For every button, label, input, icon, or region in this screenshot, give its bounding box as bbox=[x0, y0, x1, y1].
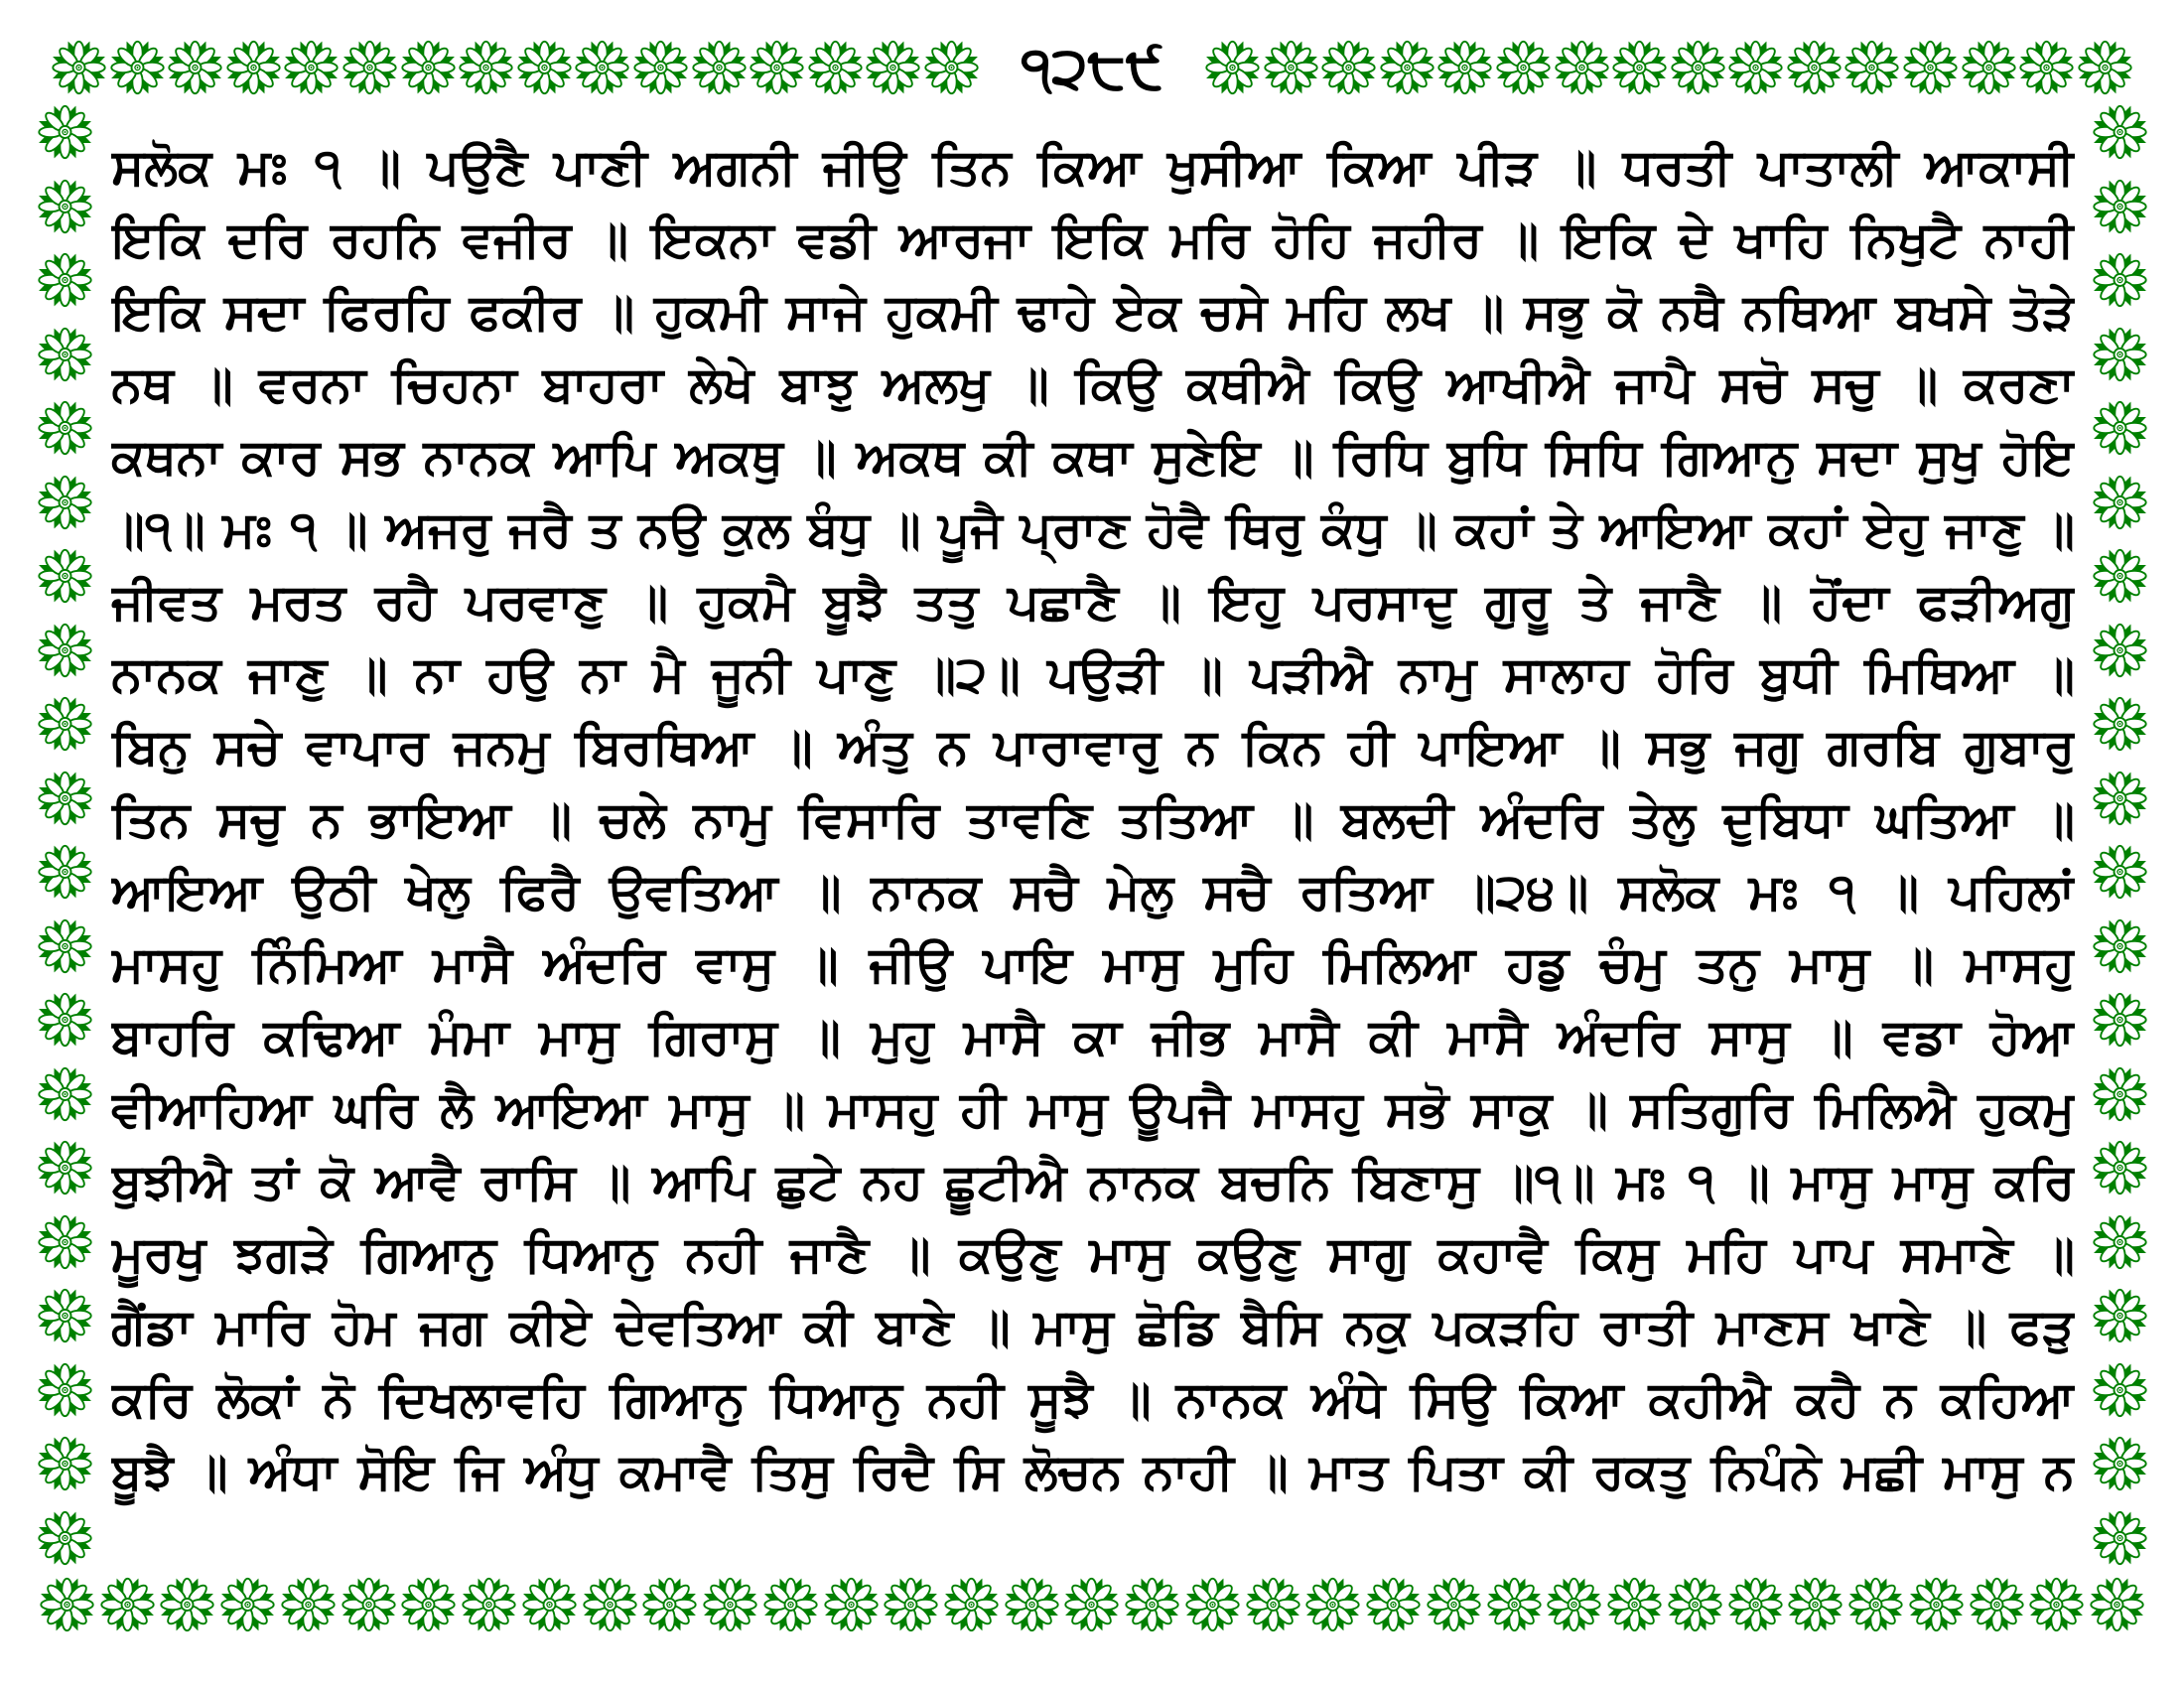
flower-icon bbox=[2093, 768, 2147, 829]
flower-icon bbox=[1909, 1574, 1964, 1635]
border-top-right bbox=[1205, 37, 2132, 98]
border-top bbox=[52, 35, 2132, 100]
flower-icon bbox=[2078, 37, 2132, 98]
flower-icon bbox=[38, 1359, 92, 1421]
flower-icon bbox=[38, 620, 92, 681]
flower-icon bbox=[342, 37, 397, 98]
flower-icon bbox=[1728, 1574, 1783, 1635]
border-left bbox=[36, 101, 93, 1569]
flower-icon bbox=[1496, 37, 1551, 98]
flower-icon bbox=[1903, 37, 1958, 98]
flower-icon bbox=[2093, 472, 2147, 533]
text-line: ਨਥ ॥ ਵਰਨਾ ਚਿਹਨਾ ਬਾਹਰਾ ਲੇਖੇ ਬਾਝੁ ਅਲਖੁ ॥ ਕਿਉ ਕਥੀਐ ਕਿਉ ਆਖੀਐ ਜਾਪੈ ਸਚੋ ਸਚੁ ॥ ਕਰਣਾ bbox=[111, 355, 2075, 413]
flower-icon bbox=[2093, 249, 2147, 311]
flower-icon bbox=[38, 1507, 92, 1569]
flower-icon bbox=[459, 37, 513, 98]
text-line: ਇਕਿ ਸਦਾ ਫਿਰਹਿ ਫਕੀਰ ॥ ਹੁਕਮੀ ਸਾਜੇ ਹੁਕਮੀ ਢਾਹੇ ਏਕ ਚਸੇ ਮਹਿ ਲਖ ॥ ਸਭੁ ਕੋ ਨਥੈ ਨਥਿਆ ਬਖਸੇ ਤੋੜੇ bbox=[111, 283, 2075, 341]
flower-icon bbox=[824, 1574, 879, 1635]
flower-icon bbox=[281, 1574, 336, 1635]
flower-icon bbox=[1005, 1574, 1059, 1635]
flower-icon bbox=[38, 841, 92, 903]
flower-icon bbox=[1064, 1574, 1119, 1635]
flower-icon bbox=[38, 1433, 92, 1494]
flower-icon bbox=[100, 1574, 155, 1635]
flower-icon bbox=[1962, 37, 2016, 98]
flower-icon bbox=[38, 915, 92, 977]
flower-icon bbox=[866, 37, 920, 98]
page-number: ੧੨੮੯ bbox=[1021, 34, 1163, 101]
flower-icon bbox=[1437, 37, 1492, 98]
flower-icon bbox=[522, 1574, 577, 1635]
flower-icon bbox=[2093, 1137, 2147, 1198]
scripture-text bbox=[111, 131, 2075, 1508]
flower-icon bbox=[38, 989, 92, 1051]
flower-icon bbox=[583, 1574, 637, 1635]
flower-icon bbox=[1848, 1574, 1903, 1635]
flower-icon bbox=[692, 37, 747, 98]
flower-icon bbox=[2093, 1211, 2147, 1273]
flower-icon bbox=[38, 101, 92, 163]
text-line: ਬਿਨੁ ਸਚੇ ਵਾਪਾਰ ਜਨਮੁ ਬਿਰਥਿਆ ॥ ਅੰਤੁ ਨ ਪਾਰਾਵਾਰੁ ਨ ਕਿਨ ਹੀ ਪਾਇਆ ॥ ਸਭੁ ਜਗੁ ਗਰਬਿ ਗੁਬਾਰੁ bbox=[111, 718, 2075, 775]
flower-icon bbox=[38, 545, 92, 607]
flower-icon bbox=[1607, 1574, 1662, 1635]
flower-icon bbox=[2093, 1507, 2147, 1569]
flower-icon bbox=[341, 1574, 396, 1635]
text-line: ਆਇਆ ਉਠੀ ਖੇਲੁ ਫਿਰੈ ਉਵਤਿਆ ॥ ਨਾਨਕ ਸਚੈ ਮੇਲੁ ਸਚੈ ਰਤਿਆ ॥੨੪॥ ਸਲੋਕ ਮਃ ੧ ॥ ਪਹਿਲਾਂ bbox=[111, 863, 2075, 920]
flower-icon bbox=[884, 1574, 938, 1635]
text-line: ਬੁਝੀਐ ਤਾਂ ਕੋ ਆਵੈ ਰਾਸਿ ॥ ਆਪਿ ਛੁਟੇ ਨਹ ਛੂਟੀਐ ਨਾਨਕ ਬਚਨਿ ਬਿਣਾਸੁ ॥੧॥ ਮਃ ੧ ॥ ਮਾਸੁ ਮਾਸੁ ਕਰਿ bbox=[111, 1153, 2075, 1210]
flower-icon bbox=[2093, 1285, 2147, 1346]
flower-icon bbox=[1728, 37, 1783, 98]
text-line: ਇਕਿ ਦਰਿ ਰਹਨਿ ਵਜੀਰ ॥ ਇਕਨਾ ਵਡੀ ਆਰਜਾ ਇਕਿ ਮਰਿ ਹੋਹਿ ਜਹੀਰ ॥ ਇਕਿ ਦੇ ਖਾਹਿ ਨਿਖੁਟੈ ਨਾਹੀ bbox=[111, 211, 2075, 268]
flower-icon bbox=[924, 37, 979, 98]
flower-icon bbox=[226, 37, 281, 98]
flower-icon bbox=[2029, 1574, 2084, 1635]
flower-icon bbox=[38, 1285, 92, 1346]
flower-icon bbox=[2093, 324, 2147, 385]
flower-icon bbox=[2093, 841, 2147, 903]
flower-icon bbox=[1612, 37, 1667, 98]
flower-icon bbox=[38, 1137, 92, 1198]
text-line: ਗੈਂਡਾ ਮਾਰਿ ਹੋਮ ਜਗ ਕੀਏ ਦੇਵਤਿਆ ਕੀ ਬਾਣੇ ॥ ਮਾਸੁ ਛੋਡਿ ਬੈਸਿ ਨਕੁ ਪਕੜਹਿ ਰਾਤੀ ਮਾਣਸ ਖਾਣੇ ॥ ਫੜੁ bbox=[111, 1298, 2075, 1355]
flower-icon bbox=[575, 37, 629, 98]
flower-icon bbox=[38, 249, 92, 311]
flower-icon bbox=[2093, 101, 2147, 163]
text-line: ਵੀਆਹਿਆ ਘਰਿ ਲੈ ਆਇਆ ਮਾਸੁ ॥ ਮਾਸਹੁ ਹੀ ਮਾਸੁ ਊਪਜੈ ਮਾਸਹੁ ਸਭੋ ਸਾਕੁ ॥ ਸਤਿਗੁਰਿ ਮਿਲਿਐ ਹੁਕਮੁ bbox=[111, 1080, 2075, 1138]
text-line: ਬਾਹਰਿ ਕਢਿਆ ਮੰਮਾ ਮਾਸੁ ਗਿਰਾਸੁ ॥ ਮੁਹੁ ਮਾਸੈ ਕਾ ਜੀਭ ਮਾਸੈ ਕੀ ਮਾਸੈ ਅੰਦਰਿ ਸਾਸੁ ॥ ਵਡਾ ਹੋਆ bbox=[111, 1008, 2075, 1065]
text-line: ਮੂਰਖੁ ਝਗੜੇ ਗਿਆਨੁ ਧਿਆਨੁ ਨਹੀ ਜਾਣੈ ॥ ਕਉਣੁ ਮਾਸੁ ਕਉਣੁ ਸਾਗੁ ਕਹਾਵੈ ਕਿਸੁ ਮਹਿ ਪਾਪ ਸਮਾਣੇ ॥ bbox=[111, 1225, 2075, 1283]
flower-icon bbox=[2090, 1574, 2144, 1635]
flower-icon bbox=[462, 1574, 516, 1635]
flower-icon bbox=[284, 37, 339, 98]
flower-icon bbox=[38, 397, 92, 459]
text-line: ਜੀਵਤ ਮਰਤ ਰਹੈ ਪਰਵਾਣੁ ॥ ਹੁਕਮੈ ਬੂਝੈ ਤਤੁ ਪਛਾਣੈ ॥ ਇਹੁ ਪਰਸਾਦੁ ਗੁਰੂ ਤੇ ਜਾਣੈ ॥ ਹੋਂਦਾ ਫੜੀਅਗੁ bbox=[111, 573, 2075, 631]
flower-icon bbox=[1787, 37, 1842, 98]
flower-icon bbox=[642, 1574, 697, 1635]
flower-icon bbox=[168, 37, 222, 98]
flower-icon bbox=[1205, 37, 1260, 98]
border-bottom bbox=[40, 1572, 2144, 1637]
flower-icon bbox=[220, 1574, 275, 1635]
flower-icon bbox=[1305, 1574, 1360, 1635]
text-line: ਤਿਨ ਸਚੁ ਨ ਭਾਇਆ ॥ ਚਲੇ ਨਾਮੁ ਵਿਸਾਰਿ ਤਾਵਣਿ ਤਤਿਆ ॥ ਬਲਦੀ ਅੰਦਰਿ ਤੇਲੁ ਦੁਬਿਧਾ ਘਤਿਆ ॥ bbox=[111, 790, 2075, 848]
flower-icon bbox=[944, 1574, 999, 1635]
flower-icon bbox=[2093, 1433, 2147, 1494]
flower-icon bbox=[750, 37, 804, 98]
flower-icon bbox=[2093, 693, 2147, 755]
flower-icon bbox=[1246, 1574, 1300, 1635]
flower-icon bbox=[1671, 37, 1725, 98]
flower-icon bbox=[703, 1574, 757, 1635]
flower-icon bbox=[1844, 37, 1899, 98]
flower-icon bbox=[40, 1574, 94, 1635]
flower-icon bbox=[38, 324, 92, 385]
flower-icon bbox=[38, 1063, 92, 1125]
flower-icon bbox=[2093, 545, 2147, 607]
text-line: ॥੧॥ ਮਃ ੧ ॥ ਅਜਰੁ ਜਰੈ ਤ ਨਉ ਕੁਲ ਬੰਧੁ ॥ ਪੂਜੈ ਪ੍ਰਾਣ ਹੋਵੈ ਥਿਰੁ ਕੰਧੁ ॥ ਕਹਾਂ ਤੇ ਆਇਆ ਕਹਾਂ ਏਹੁ ਜਾਣੁ ॥ bbox=[111, 500, 2075, 558]
text-line: ਮਾਸਹੁ ਨਿੰਮਿਆ ਮਾਸੈ ਅੰਦਰਿ ਵਾਸੁ ॥ ਜੀਉ ਪਾਇ ਮਾਸੁ ਮੁਹਿ ਮਿਲਿਆ ਹਡੁ ਚੰਮੁ ਤਨੁ ਮਾਸੁ ॥ ਮਾਸਹੁ bbox=[111, 935, 2075, 993]
text-line: ਕਥਨਾ ਕਾਰ ਸਭ ਨਾਨਕ ਆਪਿ ਅਕਥੁ ॥ ਅਕਥ ਕੀ ਕਥਾ ਸੁਣੇਇ ॥ ਰਿਧਿ ਬੁਧਿ ਸਿਧਿ ਗਿਆਨੁ ਸਦਾ ਸੁਖੁ ਹੋਇ bbox=[111, 428, 2075, 486]
flower-icon bbox=[38, 176, 92, 237]
flower-icon bbox=[1427, 1574, 1481, 1635]
flower-icon bbox=[401, 37, 456, 98]
text-line: ਬੂਝੈ ॥ ਅੰਧਾ ਸੋਇ ਜਿ ਅੰਧੁ ਕਮਾਵੈ ਤਿਸੁ ਰਿਦੈ ਸਿ ਲੋਚਨ ਨਾਹੀ ॥ ਮਾਤ ਪਿਤਾ ਕੀ ਰਕਤੁ ਨਿਪੰਨੇ ਮਛੀ ਮਾਸੁ ਨ bbox=[111, 1443, 2075, 1500]
flower-icon bbox=[110, 37, 165, 98]
flower-icon bbox=[808, 37, 863, 98]
text-line: ਨਾਨਕ ਜਾਣੁ ॥ ਨਾ ਹਉ ਨਾ ਮੈ ਜੂਨੀ ਪਾਣੁ ॥੨॥ ਪਉੜੀ ॥ ਪੜੀਐ ਨਾਮੁ ਸਾਲਾਹ ਹੋਰਿ ਬੁਧੀ ਮਿਥਿਆ ॥ bbox=[111, 645, 2075, 703]
text-line: ਕਰਿ ਲੋਕਾਂ ਨੋ ਦਿਖਲਾਵਹਿ ਗਿਆਨੁ ਧਿਆਨੁ ਨਹੀ ਸੂਝੈ ॥ ਨਾਨਕ ਅੰਧੇ ਸਿਉ ਕਿਆ ਕਹੀਐ ਕਹੈ ਨ ਕਹਿਆ bbox=[111, 1370, 2075, 1428]
border-right bbox=[2091, 101, 2148, 1569]
flower-icon bbox=[38, 1211, 92, 1273]
flower-icon bbox=[1321, 37, 1376, 98]
flower-icon bbox=[38, 693, 92, 755]
flower-icon bbox=[38, 768, 92, 829]
flower-icon bbox=[763, 1574, 818, 1635]
flower-icon bbox=[2093, 1063, 2147, 1125]
flower-icon bbox=[2093, 397, 2147, 459]
flower-icon bbox=[2093, 1359, 2147, 1421]
flower-icon bbox=[1547, 1574, 1601, 1635]
flower-icon bbox=[1380, 37, 1434, 98]
flower-icon bbox=[38, 472, 92, 533]
flower-icon bbox=[1125, 1574, 1179, 1635]
flower-icon bbox=[1555, 37, 1609, 98]
flower-icon bbox=[1264, 37, 1318, 98]
text-line: ਸਲੋਕ ਮਃ ੧ ॥ ਪਉਣੈ ਪਾਣੀ ਅਗਨੀ ਜੀਉ ਤਿਨ ਕਿਆ ਖੁਸੀਆ ਕਿਆ ਪੀੜ ॥ ਧਰਤੀ ਪਾਤਾਲੀ ਆਕਾਸੀ bbox=[111, 138, 2075, 196]
flower-icon bbox=[52, 37, 106, 98]
flower-icon bbox=[160, 1574, 214, 1635]
flower-icon bbox=[633, 37, 688, 98]
flower-icon bbox=[1970, 1574, 2024, 1635]
flower-icon bbox=[1487, 1574, 1542, 1635]
flower-icon bbox=[517, 37, 572, 98]
flower-icon bbox=[2093, 620, 2147, 681]
flower-icon bbox=[2093, 176, 2147, 237]
flower-icon bbox=[2019, 37, 2074, 98]
flower-icon bbox=[1185, 1574, 1240, 1635]
border-top-left bbox=[52, 37, 979, 98]
flower-icon bbox=[1366, 1574, 1421, 1635]
flower-icon bbox=[401, 1574, 456, 1635]
flower-icon bbox=[1788, 1574, 1843, 1635]
flower-icon bbox=[2093, 989, 2147, 1051]
flower-icon bbox=[1668, 1574, 1722, 1635]
flower-icon bbox=[2093, 915, 2147, 977]
